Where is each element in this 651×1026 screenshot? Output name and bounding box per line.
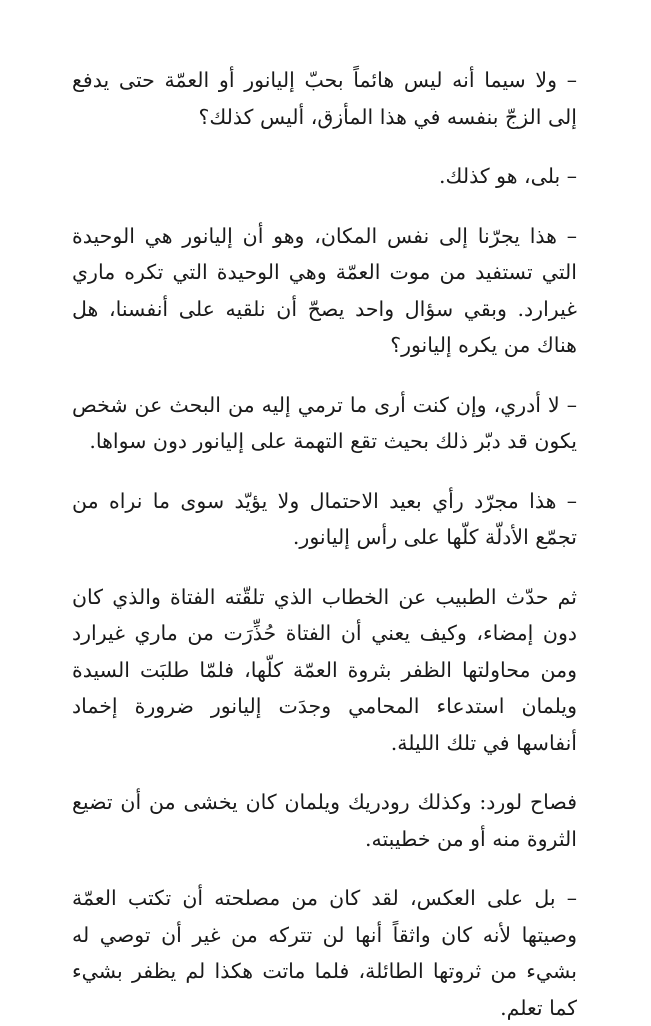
book-page [72,62,577,1020]
paragraph: – هذا يجرّنا إلى نفس المكان، وهو أن إليانور هي الوحيدة التي تستفيد من موت العمّة وهي الوحيدة التي تكره ماري غيرارد. وبقي سؤال واحد يصحّ أن نلقيه على أنفسنا، هل هناك من يكره إليانور؟ [72,223,577,357]
paragraph: ثم حدّث الطبيب عن الخطاب الذي تلقّته الفتاة والذي كان دون إمضاء، وكيف يعني أن الفتاة حُذِّرَت من ماري غيرارد ومن محاولتها الظفر بثروة العمّة كلّها، فلمّا طلبَت السيدة ويلمان استدعاء المحامي وجدَت إليانور ضرورة إخماد أنفاسها في تلك الليلة. [72,584,577,755]
paragraph: – بلى، هو كذلك. [439,164,577,188]
paragraph: فصاح لورد: وكذلك رودريك ويلمان كان يخشى من أن تضيع الثروة منه أو من خطيبته. [72,790,577,851]
paragraph: – بل على العكس، لقد كان من مصلحته أن تكتب العمّة وصيتها لأنه كان واثقاً أنها لن تتركه من غير أن توصي له بشيء من ثروتها الطائلة، فلما ماتت هكذا لم يظفر بشيء كما تعلم. [72,886,577,1020]
paragraph: – هذا مجرّد رأي بعيد الاحتمال ولا يؤيّد سوى ما نراه من تجمّع الأدلّة كلّها على رأس إليانور. [72,488,577,549]
paragraph: – لا أدري، وإن كنت أرى ما ترمي إليه من البحث عن شخص يكون قد دبّر ذلك بحيث تقع التهمة على إليانور دون سواها. [72,392,577,453]
paragraph: – ولا سيما أنه ليس هائماً بحبّ إليانور أو العمّة حتى يدفع إلى الزجّ بنفسه في هذا المأزق، أليس كذلك؟ [72,68,577,129]
